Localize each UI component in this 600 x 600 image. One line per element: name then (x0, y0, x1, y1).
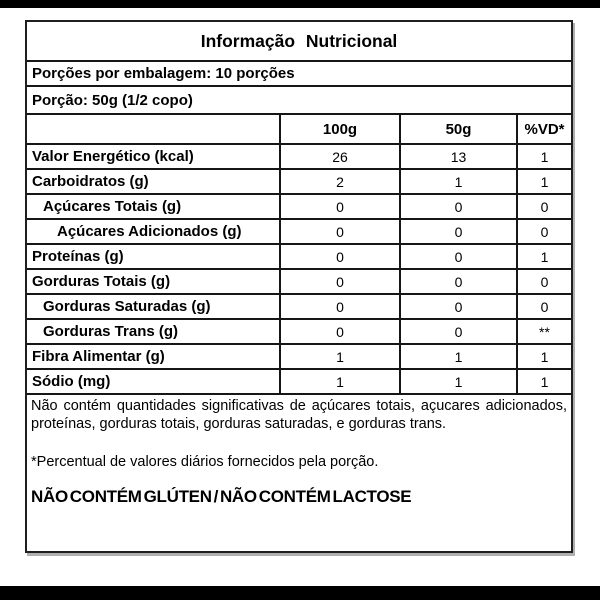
nutrient-name: Gorduras Trans (g) (27, 319, 280, 344)
nutrient-value: 0 (517, 194, 571, 219)
nutrient-value: 0 (400, 219, 517, 244)
nutrient-value: 0 (280, 244, 400, 269)
empty-header-cell (27, 115, 280, 144)
gluten-lactose-claim: NÃO CONTÉM GLÚTEN / NÃO CONTÉM LACTOSE (31, 487, 412, 506)
nutrient-value: ** (517, 319, 571, 344)
table-row (27, 169, 571, 194)
table-row (27, 294, 571, 319)
nutrients-table (27, 115, 571, 395)
nutrient-value: 0 (400, 244, 517, 269)
nutrient-value: 1 (280, 344, 400, 369)
table-row (27, 194, 571, 219)
table-row (27, 244, 571, 269)
portion-size-line: Porção: 50g (1/2 copo) (27, 87, 571, 115)
nutrient-value: 13 (400, 144, 517, 169)
nutrient-value: 0 (400, 294, 517, 319)
notes-section (27, 395, 571, 507)
table-row (27, 144, 571, 169)
nutrient-value: 0 (280, 219, 400, 244)
nutrient-name: Sódio (mg) (27, 369, 280, 394)
nutrient-value: 0 (280, 269, 400, 294)
bottom-black-bar (0, 586, 600, 600)
table-row (27, 219, 571, 244)
servings-per-package-line: Porções por embalagem: 10 porções (27, 62, 571, 87)
nutrient-value: 1 (517, 169, 571, 194)
daily-values-footnote: *Percentual de valores diários fornecidos pela porção. (31, 454, 379, 470)
nutrient-value: 0 (400, 269, 517, 294)
nutrient-name: Valor Energético (kcal) (27, 144, 280, 169)
nutrient-name: Proteínas (g) (27, 244, 280, 269)
nutrient-value: 0 (517, 219, 571, 244)
label-title: Informação Nutricional (27, 22, 571, 62)
table-row (27, 319, 571, 344)
nutrient-value: 1 (280, 369, 400, 394)
nutrient-name: Gorduras Totais (g) (27, 269, 280, 294)
nutrient-value: 1 (400, 369, 517, 394)
nutrient-value: 26 (280, 144, 400, 169)
column-header-50g: 50g (400, 115, 517, 144)
nutrition-facts-table (25, 20, 573, 553)
nutrient-value: 0 (400, 194, 517, 219)
nutrient-name: Carboidratos (g) (27, 169, 280, 194)
nutrient-value: 2 (280, 169, 400, 194)
nutrient-value: 0 (517, 269, 571, 294)
table-header-row (27, 115, 571, 144)
nutrient-value: 0 (280, 294, 400, 319)
nutrient-value: 0 (280, 194, 400, 219)
nutrient-value: 0 (280, 319, 400, 344)
nutrient-rows (27, 144, 571, 394)
nutrient-value: 1 (400, 344, 517, 369)
table-row (27, 269, 571, 294)
nutrient-value: 0 (517, 294, 571, 319)
nutrient-name: Fibra Alimentar (g) (27, 344, 280, 369)
nutrient-value: 1 (517, 144, 571, 169)
nutrient-value: 1 (517, 244, 571, 269)
nutrient-value: 1 (400, 169, 517, 194)
nutrient-value: 1 (517, 369, 571, 394)
nutrient-name: Açúcares Totais (g) (27, 194, 280, 219)
nutrient-value: 1 (517, 344, 571, 369)
table-row (27, 344, 571, 369)
insignificant-amounts-note: Não contém quantidades significativas de açúcares totais, açucares adicionados, proteínas, gorduras totais, gorduras saturadas, e gorduras trans. (31, 398, 567, 432)
nutrient-name: Gorduras Saturadas (g) (27, 294, 280, 319)
table-row (27, 369, 571, 394)
nutrient-value: 0 (400, 319, 517, 344)
column-header-100g: 100g (280, 115, 400, 144)
column-header-vd: %VD* (517, 115, 571, 144)
top-black-bar (0, 0, 600, 8)
nutrient-name: Açúcares Adicionados (g) (27, 219, 280, 244)
